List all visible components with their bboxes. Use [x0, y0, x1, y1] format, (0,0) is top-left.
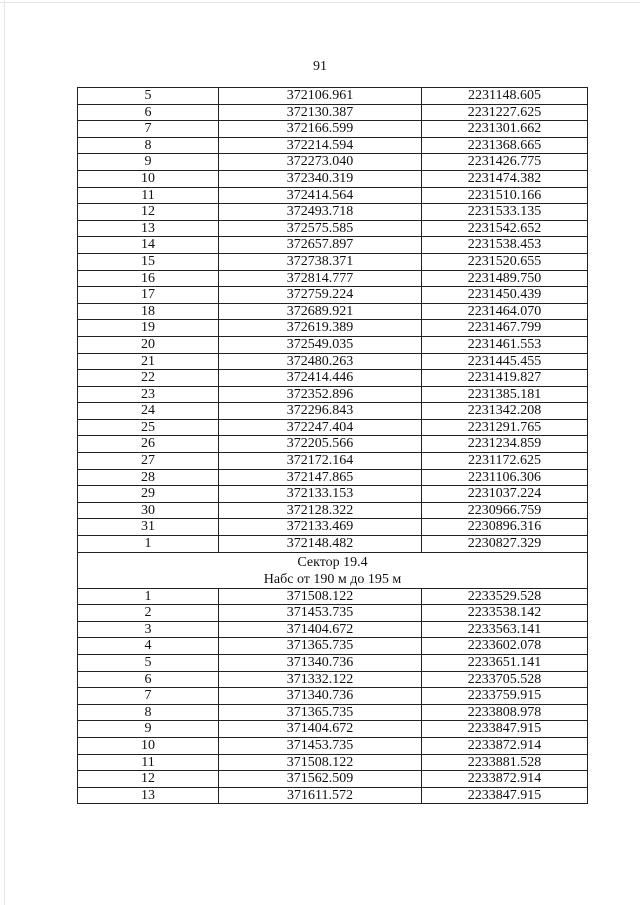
point-number-cell: 7 [78, 121, 219, 138]
x-coordinate-cell: 372296.843 [219, 403, 422, 420]
x-coordinate-cell: 372205.566 [219, 436, 422, 453]
table-row [78, 353, 588, 370]
y-coordinate-cell: 2231445.455 [422, 353, 588, 370]
y-coordinate-cell: 2231234.859 [422, 436, 588, 453]
y-coordinate-cell: 2231450.439 [422, 287, 588, 304]
y-coordinate-cell: 2233651.141 [422, 655, 588, 672]
table-row [78, 403, 588, 420]
point-number-cell: 9 [78, 721, 219, 738]
y-coordinate-cell: 2230827.329 [422, 536, 588, 553]
table-row [78, 436, 588, 453]
table-row [78, 104, 588, 121]
x-coordinate-cell: 372340.319 [219, 170, 422, 187]
table-row [78, 519, 588, 536]
point-number-cell: 5 [78, 655, 219, 672]
point-number-cell: 10 [78, 737, 219, 754]
x-coordinate-cell: 372480.263 [219, 353, 422, 370]
y-coordinate-cell: 2231533.135 [422, 204, 588, 221]
point-number-cell: 18 [78, 303, 219, 320]
table-row [78, 170, 588, 187]
point-number-cell: 12 [78, 204, 219, 221]
y-coordinate-cell: 2231426.775 [422, 154, 588, 171]
table-row [78, 320, 588, 337]
point-number-cell: 31 [78, 519, 219, 536]
x-coordinate-cell: 372619.389 [219, 320, 422, 337]
table-row [78, 605, 588, 622]
x-coordinate-cell: 371332.122 [219, 671, 422, 688]
x-coordinate-cell: 371453.735 [219, 737, 422, 754]
table-row [78, 370, 588, 387]
x-coordinate-cell: 372759.224 [219, 287, 422, 304]
x-coordinate-cell: 371404.672 [219, 721, 422, 738]
coordinates-table [77, 87, 588, 804]
point-number-cell: 20 [78, 336, 219, 353]
table-row [78, 253, 588, 270]
x-coordinate-cell: 372130.387 [219, 104, 422, 121]
table-row [78, 121, 588, 138]
coordinates-table-top-body [78, 88, 588, 553]
y-coordinate-cell: 2231538.453 [422, 237, 588, 254]
x-coordinate-cell: 372133.153 [219, 486, 422, 503]
y-coordinate-cell: 2231342.208 [422, 403, 588, 420]
x-coordinate-cell: 372493.718 [219, 204, 422, 221]
x-coordinate-cell: 372738.371 [219, 253, 422, 270]
table-row [78, 721, 588, 738]
y-coordinate-cell: 2231148.605 [422, 88, 588, 105]
y-coordinate-cell: 2231291.765 [422, 419, 588, 436]
y-coordinate-cell: 2231542.652 [422, 220, 588, 237]
x-coordinate-cell: 371508.122 [219, 754, 422, 771]
point-number-cell: 3 [78, 621, 219, 638]
x-coordinate-cell: 372657.897 [219, 237, 422, 254]
section-title: Сектор 19.4 [297, 554, 368, 570]
y-coordinate-cell: 2231172.625 [422, 453, 588, 470]
point-number-cell: 17 [78, 287, 219, 304]
y-coordinate-cell: 2231106.306 [422, 469, 588, 486]
coordinates-table-bottom-body [78, 588, 588, 804]
table-row [78, 336, 588, 353]
scan-edge-top [0, 2, 640, 3]
section-subtitle: Набс от 190 м до 195 м [263, 571, 402, 587]
x-coordinate-cell: 372106.961 [219, 88, 422, 105]
point-number-cell: 7 [78, 688, 219, 705]
y-coordinate-cell: 2233538.142 [422, 605, 588, 622]
point-number-cell: 5 [78, 88, 219, 105]
x-coordinate-cell: 372575.585 [219, 220, 422, 237]
point-number-cell: 15 [78, 253, 219, 270]
y-coordinate-cell: 2231037.224 [422, 486, 588, 503]
y-coordinate-cell: 2233847.915 [422, 787, 588, 804]
x-coordinate-cell: 372273.040 [219, 154, 422, 171]
table-row [78, 771, 588, 788]
section-header-row [78, 552, 588, 588]
y-coordinate-cell: 2231301.662 [422, 121, 588, 138]
table-row [78, 287, 588, 304]
point-number-cell: 11 [78, 754, 219, 771]
table-row [78, 154, 588, 171]
table-row [78, 220, 588, 237]
x-coordinate-cell: 372247.404 [219, 419, 422, 436]
x-coordinate-cell: 371562.509 [219, 771, 422, 788]
table-row [78, 137, 588, 154]
y-coordinate-cell: 2233881.528 [422, 754, 588, 771]
table-row [78, 270, 588, 287]
y-coordinate-cell: 2233529.528 [422, 588, 588, 605]
scan-edge-left [4, 0, 5, 905]
table-row [78, 754, 588, 771]
point-number-cell: 23 [78, 386, 219, 403]
point-number-cell: 9 [78, 154, 219, 171]
x-coordinate-cell: 372172.164 [219, 453, 422, 470]
y-coordinate-cell: 2231474.382 [422, 170, 588, 187]
y-coordinate-cell: 2231385.181 [422, 386, 588, 403]
x-coordinate-cell: 372147.865 [219, 469, 422, 486]
point-number-cell: 6 [78, 671, 219, 688]
point-number-cell: 29 [78, 486, 219, 503]
x-coordinate-cell: 372166.599 [219, 121, 422, 138]
point-number-cell: 2 [78, 605, 219, 622]
table-row [78, 303, 588, 320]
table-row [78, 502, 588, 519]
table-row [78, 237, 588, 254]
table-row [78, 588, 588, 605]
y-coordinate-cell: 2231419.827 [422, 370, 588, 387]
x-coordinate-cell: 372814.777 [219, 270, 422, 287]
y-coordinate-cell: 2231510.166 [422, 187, 588, 204]
point-number-cell: 1 [78, 588, 219, 605]
table-row [78, 704, 588, 721]
section-header-body [78, 552, 588, 588]
y-coordinate-cell: 2231227.625 [422, 104, 588, 121]
table-row [78, 453, 588, 470]
table-row [78, 204, 588, 221]
y-coordinate-cell: 2233602.078 [422, 638, 588, 655]
table-row [78, 419, 588, 436]
table-row [78, 621, 588, 638]
y-coordinate-cell: 2233872.914 [422, 737, 588, 754]
y-coordinate-cell: 2231368.665 [422, 137, 588, 154]
section-header-cell [78, 552, 588, 588]
point-number-cell: 30 [78, 502, 219, 519]
table-row [78, 737, 588, 754]
point-number-cell: 25 [78, 419, 219, 436]
table-row [78, 536, 588, 553]
table-row [78, 671, 588, 688]
table-row [78, 638, 588, 655]
x-coordinate-cell: 372133.469 [219, 519, 422, 536]
x-coordinate-cell: 372148.482 [219, 536, 422, 553]
point-number-cell: 21 [78, 353, 219, 370]
table-row [78, 688, 588, 705]
x-coordinate-cell: 372689.921 [219, 303, 422, 320]
point-number-cell: 12 [78, 771, 219, 788]
x-coordinate-cell: 372214.594 [219, 137, 422, 154]
x-coordinate-cell: 372128.322 [219, 502, 422, 519]
point-number-cell: 26 [78, 436, 219, 453]
x-coordinate-cell: 371611.572 [219, 787, 422, 804]
y-coordinate-cell: 2233808.978 [422, 704, 588, 721]
x-coordinate-cell: 371340.736 [219, 655, 422, 672]
point-number-cell: 4 [78, 638, 219, 655]
point-number-cell: 27 [78, 453, 219, 470]
page-number: 91 [313, 59, 327, 74]
y-coordinate-cell: 2233759.915 [422, 688, 588, 705]
x-coordinate-cell: 372414.564 [219, 187, 422, 204]
point-number-cell: 6 [78, 104, 219, 121]
x-coordinate-cell: 372414.446 [219, 370, 422, 387]
table-row [78, 787, 588, 804]
point-number-cell: 14 [78, 237, 219, 254]
y-coordinate-cell: 2231489.750 [422, 270, 588, 287]
table-row [78, 187, 588, 204]
point-number-cell: 11 [78, 187, 219, 204]
point-number-cell: 10 [78, 170, 219, 187]
x-coordinate-cell: 371365.735 [219, 638, 422, 655]
y-coordinate-cell: 2233563.141 [422, 621, 588, 638]
table-row [78, 88, 588, 105]
table-row [78, 469, 588, 486]
point-number-cell: 13 [78, 220, 219, 237]
point-number-cell: 19 [78, 320, 219, 337]
point-number-cell: 24 [78, 403, 219, 420]
y-coordinate-cell: 2233847.915 [422, 721, 588, 738]
x-coordinate-cell: 371508.122 [219, 588, 422, 605]
point-number-cell: 28 [78, 469, 219, 486]
point-number-cell: 13 [78, 787, 219, 804]
y-coordinate-cell: 2231520.655 [422, 253, 588, 270]
point-number-cell: 16 [78, 270, 219, 287]
x-coordinate-cell: 371340.736 [219, 688, 422, 705]
table-row [78, 486, 588, 503]
x-coordinate-cell: 371453.735 [219, 605, 422, 622]
y-coordinate-cell: 2231467.799 [422, 320, 588, 337]
y-coordinate-cell: 2231461.553 [422, 336, 588, 353]
y-coordinate-cell: 2230896.316 [422, 519, 588, 536]
y-coordinate-cell: 2231464.070 [422, 303, 588, 320]
point-number-cell: 8 [78, 704, 219, 721]
x-coordinate-cell: 371365.735 [219, 704, 422, 721]
x-coordinate-cell: 372549.035 [219, 336, 422, 353]
point-number-cell: 1 [78, 536, 219, 553]
point-number-cell: 8 [78, 137, 219, 154]
y-coordinate-cell: 2233705.528 [422, 671, 588, 688]
table-row [78, 655, 588, 672]
y-coordinate-cell: 2230966.759 [422, 502, 588, 519]
table-row [78, 386, 588, 403]
point-number-cell: 22 [78, 370, 219, 387]
y-coordinate-cell: 2233872.914 [422, 771, 588, 788]
x-coordinate-cell: 372352.896 [219, 386, 422, 403]
x-coordinate-cell: 371404.672 [219, 621, 422, 638]
